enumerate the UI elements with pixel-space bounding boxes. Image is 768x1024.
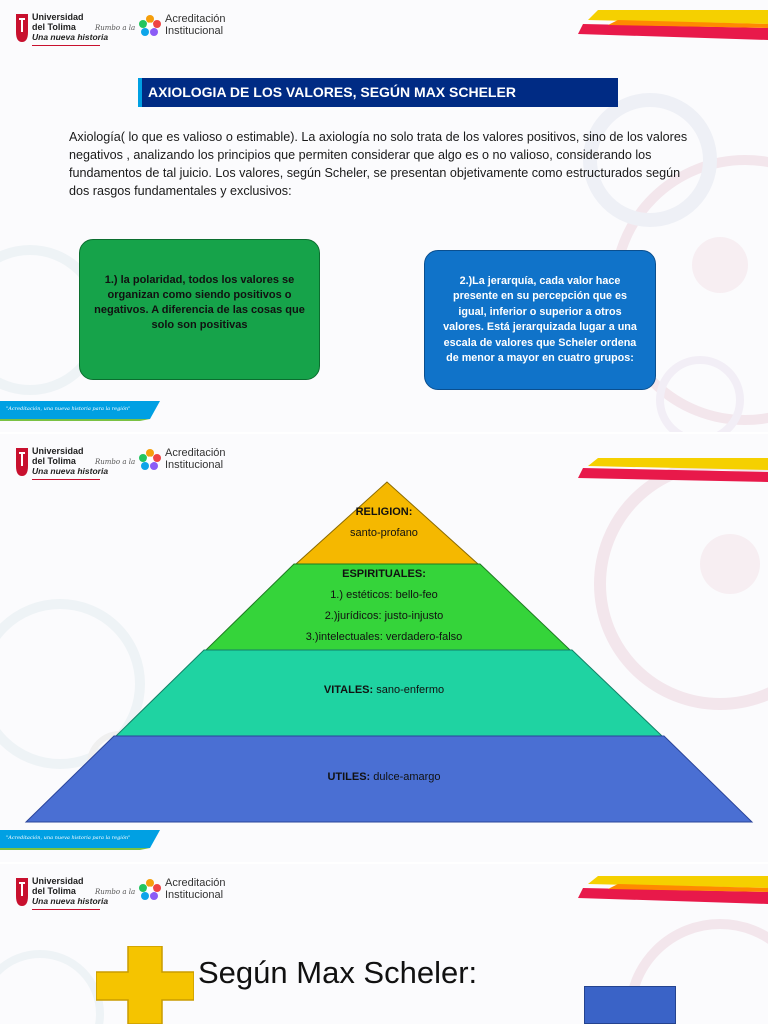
polarity-box	[79, 239, 320, 380]
slide-pyramid	[0, 434, 768, 862]
slide-axiologia	[0, 0, 768, 432]
hierarchy-box	[424, 250, 656, 390]
slide-title: AXIOLOGIA DE LOS VALORES, SEGÚN MAX SCHELER	[138, 78, 618, 107]
polarity-text: 1.) la polaridad, todos los valores se organizan como siendo positivos o negativos. A diferencia de las cosas que solo son positivas	[94, 273, 305, 331]
tier-utiles-text: UTILES: dulce-amargo	[327, 771, 441, 783]
acreditacion-text: Acreditación Institucional	[165, 447, 226, 471]
rumbo-text: Rumbo a la	[95, 888, 136, 896]
slide3-title: Según Max Scheler:	[198, 955, 478, 990]
tier-vitales-text: VITALES: sano-enfermo	[323, 684, 445, 696]
intro-paragraph: Axiología( lo que es valioso o estimable). La axiología no solo trata de los valores positivos, sino de los valores negativos , analizando los principios que permiten considerar que algo es o no valioso, considerando los fundamentos de tal juicio. Los valores, según Scheler, se presentan objetivamente como estructurados según dos rasgos fundamentales y exclusivos:	[69, 130, 688, 198]
slide-segun-scheler	[0, 864, 768, 1024]
hierarchy-text: 2.)La jerarquía, cada valor hace presente en su percepción que es igual, inferior o superior a otros valores. Está jerarquizada lugar a una escala de valores que Scheler ordena de menor a mayor en cuatro grupos:	[443, 274, 637, 364]
rumbo-text: Rumbo a la	[95, 458, 136, 466]
tier-espirituales-text: ESPIRITUALES: 1.) estéticos: bello-feo 2.)jurídicos: justo-injusto 3.)intelectuales: verdadero-falso	[305, 568, 463, 643]
blue-block	[584, 986, 676, 1024]
footer-slogan: "Acreditación, una nueva historia para la región"	[6, 835, 131, 841]
acreditacion-logo-icon	[138, 14, 162, 38]
acreditacion-text: Acreditación Institucional	[165, 13, 226, 37]
top-ribbon-decoration	[578, 6, 768, 40]
university-logo	[16, 12, 109, 46]
acreditacion-text: Acreditación Institucional	[165, 877, 226, 901]
university-shield-icon	[16, 14, 28, 42]
university-logo	[16, 876, 109, 910]
plus-icon	[96, 946, 194, 1024]
university-shield-icon	[16, 878, 28, 906]
university-name: Universidad del Tolima Una nueva historia	[32, 12, 109, 42]
rumbo-text: Rumbo a la	[95, 24, 136, 32]
tier-religion-text: RELIGION: santo-profano	[350, 506, 418, 539]
university-name: Universidad del Tolima Una nueva historia	[32, 876, 109, 906]
top-ribbon-decoration	[578, 870, 768, 904]
values-pyramid	[0, 434, 768, 862]
acreditacion-logo-icon	[138, 878, 162, 902]
footer-slogan: "Acreditación, una nueva historia para la región"	[6, 406, 131, 412]
university-name: Universidad del Tolima Una nueva historia	[32, 446, 109, 476]
